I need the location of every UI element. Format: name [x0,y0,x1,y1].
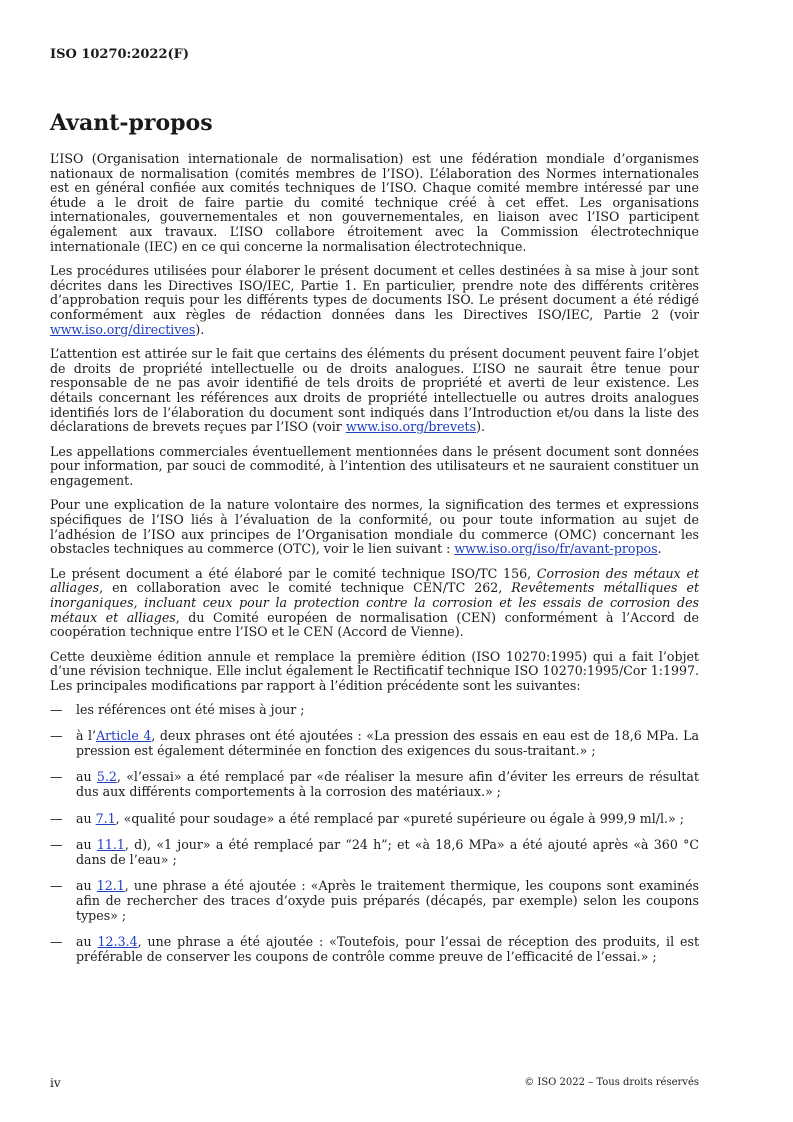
link-clause-12-1[interactable]: 12.1 [96,878,125,894]
list-item-body: , une phrase a été ajoutée : «Après le traitement thermique, les coupons sont examinés afin de rechercher des traces d’oxyde puis préparés (décapés, par exemple) selon les coupons types» ; [76,878,699,923]
link-brevets[interactable]: www.iso.org/brevets [345,419,477,435]
paragraph-iso-intro: L’ISO (Organisation internationale de normalisation) est une fédération mondiale d’organismes nationaux de normalisation (comités membres de l’ISO). L’élaboration des Normes internationales est en général confiée aux comités techniques de l’ISO. Chaque comité membre intéressé par une étude a le droit de faire partie du comité technique créé à cet effet. Les organisations internationales, gouvernementales et non gouvernementales, en liaison avec l’ISO participent également aux travaux. L’ISO collabore étroitement avec la Commission électrotechnique internationale (IEC) en ce qui concerne la normalisation électrotechnique. [50,151,699,254]
list-item-body: à l’ [76,728,97,744]
list-item [50,838,699,867]
paragraph-text: , en collaboration avec le comité technique CEN/TC 262, [99,580,512,596]
link-article-4[interactable]: Article 4 [96,728,152,744]
list-item [50,812,699,827]
link-directives[interactable]: www.iso.org/directives [50,321,196,337]
paragraph-committee [50,567,699,640]
list-item [50,703,699,718]
paragraph-voluntary-nature [50,498,699,556]
changes-list [50,703,699,965]
list-item-text [76,879,699,923]
list-item-body: , d), «1 jour» a été remplacé par “24 h”; et «à 18,6 MPa» a été ajouté après «à 360 °C dans de l’eau» ; [76,837,699,867]
paragraph-text: ). [195,321,205,337]
section-title: Avant-propos [50,110,213,136]
list-item [50,770,699,799]
link-clause-5-2[interactable]: 5.2 [96,769,117,785]
list-item-body: , deux phrases ont été ajoutées : «La pression des essais en eau est de 18,6 MPa. La pression est également déterminée en fonction des exigences du sous-traitant.» ; [76,728,699,758]
list-item-text [76,703,699,718]
paragraph-text: L’attention est attirée sur le fait que certains des éléments du présent document peuvent faire l’objet de droits de propriété intellectuelle ou de droits analogues. L’ISO ne saurait être tenue pour responsable de ne pas avoir identifié de tels droits de propriété et averti de leur existence. Les détails concernant les références aux droits de propriété intellectuelle ou autres droits analogues identifiés lors de l’élaboration du document sont indiqués dans l’Introduction et/ou dans la liste des déclarations de brevets reçues par l’ISO (voir [50,346,699,435]
list-item-body: au [76,837,97,853]
link-clause-12-3-4[interactable]: 12.3.4 [97,934,138,950]
list-item-body: au [76,810,96,826]
dash-bullet: — [50,837,63,853]
link-clause-11-1[interactable]: 11.1 [96,837,125,853]
list-item [50,935,699,964]
paragraph-text: ). [476,419,485,435]
paragraph-text: , du Comité européen de normalisation (CEN) conformément à l’Accord de coopération technique entre l’ISO et le CEN (Accord de Vienne). [50,609,699,640]
dash-bullet: — [50,769,63,785]
copyright-notice: © ISO 2022 – Tous droits réservés [524,1077,699,1088]
dash-bullet: — [50,934,63,950]
committee-title-italic: Revêtements métalliques et inorganiques, incluant ceux pour la protection contre la corrosion et les essais de corrosion des métaux et alliages [50,580,700,625]
list-item-body: , «qualité pour soudage» a été remplacé par «pureté supérieure ou égale à 999,9 ml/l.» ; [115,810,684,826]
committee-title-italic: Corrosion des métaux et alliages [50,565,700,596]
page-number: iv [50,1076,61,1090]
paragraph-procedures [50,264,699,337]
list-item-text [76,770,699,799]
foreword-content [50,152,699,976]
document-id-header: ISO 10270:2022(F) [50,47,190,62]
paragraph-trade-names: Les appellations commerciales éventuellement mentionnées dans le présent document sont données pour information, par souci de commodité, à l’intention des utilisateurs et ne sauraient constituer un engagement. [50,443,699,488]
link-avant-propos[interactable]: www.iso.org/iso/fr/avant-propos [454,541,658,557]
list-item-body: au [76,769,97,785]
list-item-text [76,838,699,867]
paragraph-edition: Cette deuxième édition annule et remplace la première édition (ISO 10270:1995) qui a fait l’objet d’une révision technique. Elle inclut également le Rectificatif technique ISO 10270:1995/Cor 1:1997. Les principales modifications par rapport à l’édition précédente sont les suivantes: [50,648,699,693]
link-clause-7-1[interactable]: 7.1 [95,810,116,826]
list-item-body: , une phrase a été ajoutée : «Toutefois, pour l’essai de réception des produits, il est préférable de conserver les coupons de contrôle comme preuve de l’efficacité de l’essai.» ; [76,934,699,964]
list-item-body: , «l’essai» a été remplacé par «de réaliser la mesure afin d’éviter les erreurs de résultat dus aux différents comportements à la corrosion des matériaux.» ; [76,769,699,799]
list-item-text [76,812,699,827]
paragraph-patents [50,347,699,435]
paragraph-text: Pour une explication de la nature volontaire des normes, la signification des termes et expressions spécifiques de l’ISO liés à l’évaluation de la conformité, ou pour toute information au sujet de l’adhésion de l’ISO aux principes de l’Organisation mondiale du commerce (OMC) concernant les obstacles techniques au commerce (OTC), voir le lien suivant : [50,497,699,557]
paragraph-text: . [657,541,662,557]
list-item [50,879,699,923]
dash-bullet: — [50,728,63,744]
paragraph-text: Le présent document a été élaboré par le comité technique ISO/TC 156, [50,565,537,581]
list-item-body: au [76,878,97,894]
dash-bullet: — [50,810,63,826]
dash-bullet: — [50,878,63,894]
dash-bullet: — [50,701,63,717]
list-item-body: au [76,934,98,950]
list-item [50,729,699,758]
list-item-text [76,729,699,758]
list-item-text [76,935,699,964]
paragraph-text: Les procédures utilisées pour élaborer le présent document et celles destinées à sa mise à jour sont décrites dans les Directives ISO/IEC, Partie 1. En particulier, prendre note des différents critères d’approbation requis pour les différents types de documents ISO. Le présent document a été rédigé conformément aux règles de rédaction données dans les Directives ISO/IEC, Partie 2 (voir [50,263,699,322]
list-item-body: les références ont été mises à jour ; [76,701,305,717]
